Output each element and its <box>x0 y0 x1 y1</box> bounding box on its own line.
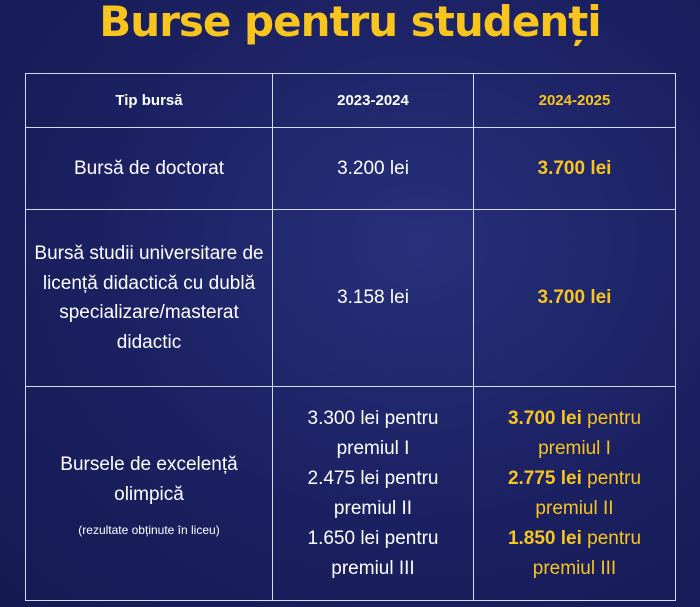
old-value: 3.200 lei <box>337 157 409 179</box>
prize-suffix: pentru <box>384 527 439 549</box>
row-type-label: Bursele de excelență olimpică <box>60 454 238 505</box>
prize-label: premiul I <box>336 437 410 459</box>
table-header-row <box>26 74 676 128</box>
prize-label: premiul II <box>333 497 413 519</box>
prize-line <box>482 464 667 494</box>
row-type-cell <box>26 387 273 601</box>
prize-amount: 1.650 lei <box>307 527 380 549</box>
prize-amount: 1.850 lei <box>507 527 582 549</box>
prize-suffix: pentru <box>384 407 439 429</box>
page-title: Burse pentru studenți <box>99 0 601 46</box>
header-year-2023-2024: 2023-2024 <box>273 74 474 128</box>
row-old-prizes-cell <box>273 387 474 601</box>
row-new-value-cell <box>474 128 676 210</box>
prize-line <box>482 404 667 434</box>
prize-suffix: pentru <box>384 467 439 489</box>
old-prize-list <box>281 404 465 584</box>
prize-label: premiul I <box>538 437 611 459</box>
table-row <box>26 128 676 210</box>
header-year-2024-2025: 2024-2025 <box>474 74 676 128</box>
table-row <box>26 387 676 601</box>
row-old-value-cell <box>273 210 474 387</box>
prize-line <box>281 404 465 434</box>
row-type-note: (rezultate obținute în liceu) <box>78 523 220 537</box>
prize-amount: 2.775 lei <box>507 467 582 489</box>
prize-suffix: pentru <box>587 527 642 549</box>
new-value: 3.700 lei <box>537 287 612 308</box>
prize-line <box>281 524 465 554</box>
prize-line <box>482 524 667 554</box>
row-type-cell <box>26 128 273 210</box>
prize-amount: 2.475 lei <box>307 467 380 489</box>
row-type-label: Bursă studii universitare de licență didactică cu dublă specializare/masterat didactic <box>34 243 264 353</box>
row-type-cell <box>26 210 273 387</box>
row-new-value-cell <box>474 210 676 387</box>
new-prize-list <box>482 404 667 584</box>
prize-label: premiul III <box>331 557 415 579</box>
header-scholarship-type: Tip bursă <box>26 74 273 128</box>
row-type-label: Bursă de doctorat <box>74 157 224 179</box>
prize-label: premiul II <box>535 497 614 519</box>
scholarship-table <box>25 73 676 601</box>
prize-label: premiul III <box>532 557 617 579</box>
prize-line <box>281 464 465 494</box>
row-new-prizes-cell <box>474 387 676 601</box>
new-value: 3.700 lei <box>537 157 612 179</box>
row-old-value-cell <box>273 128 474 210</box>
prize-amount: 3.700 lei <box>507 407 582 429</box>
old-value: 3.158 lei <box>337 287 409 308</box>
prize-suffix: pentru <box>587 407 642 429</box>
table-row <box>26 210 676 387</box>
prize-suffix: pentru <box>587 467 642 489</box>
prize-amount: 3.300 lei <box>307 407 380 429</box>
